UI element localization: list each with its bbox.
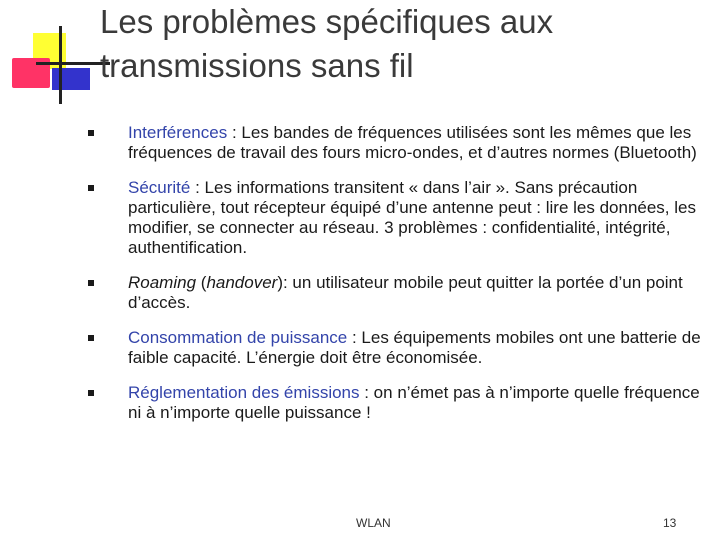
page-number: 13 bbox=[663, 516, 677, 530]
bullet-term: Interférences bbox=[128, 123, 228, 142]
logo-blue-square bbox=[52, 68, 90, 90]
slide-title bbox=[100, 0, 700, 88]
slide-logo bbox=[0, 0, 110, 110]
title-line-1: Les problèmes spécifiques aux bbox=[100, 3, 554, 40]
bullet-marker-icon bbox=[88, 130, 94, 136]
bullet-term-roaming: Roaming bbox=[128, 273, 197, 292]
bullet-text: : Les informations transitent « dans l’air ». Sans précaution particulière, tout récepteur équipé d’une antenne peut : lire les données, les modifier, se connecter au réseau. 3 problèmes : confidentialité, intégrité, authentification. bbox=[128, 178, 696, 257]
logo-horizontal-line bbox=[36, 62, 110, 65]
bullet-marker-icon bbox=[88, 185, 94, 191]
footer-label: WLAN bbox=[356, 516, 391, 530]
bullet-text: ): un utilisateur mobile peut quitter la portée d’un point d’accès. bbox=[128, 273, 683, 312]
bullet-marker-icon bbox=[88, 280, 94, 286]
logo-vertical-line bbox=[59, 26, 62, 104]
bullet-interferences bbox=[86, 123, 706, 163]
bullet-term: Consommation de puissance bbox=[128, 328, 348, 347]
bullet-securite bbox=[86, 178, 706, 258]
bullet-text: : on n’émet pas à n’importe quelle fréquence ni à n’importe quelle puissance ! bbox=[128, 383, 700, 422]
bullet-term: Sécurité bbox=[128, 178, 191, 197]
bullet-reglementation bbox=[86, 383, 706, 423]
bullet-term-handover: handover bbox=[206, 273, 278, 292]
bullet-term: Réglementation des émissions bbox=[128, 383, 360, 402]
bullet-consommation bbox=[86, 328, 706, 368]
title-line-2: transmissions sans fil bbox=[100, 47, 414, 84]
bullet-roaming bbox=[86, 273, 706, 313]
bullet-marker-icon bbox=[88, 390, 94, 396]
bullet-text: : Les équipements mobiles ont une batterie de faible capacité. L’énergie doit être économisée. bbox=[128, 328, 701, 367]
bullet-text: : Les bandes de fréquences utilisées sont les mêmes que les fréquences de travail des fours micro-ondes, et d’autres normes (Bluetooth) bbox=[128, 123, 697, 162]
bullet-paren: ( bbox=[196, 273, 207, 292]
bullet-marker-icon bbox=[88, 335, 94, 341]
bullet-list bbox=[86, 123, 706, 438]
